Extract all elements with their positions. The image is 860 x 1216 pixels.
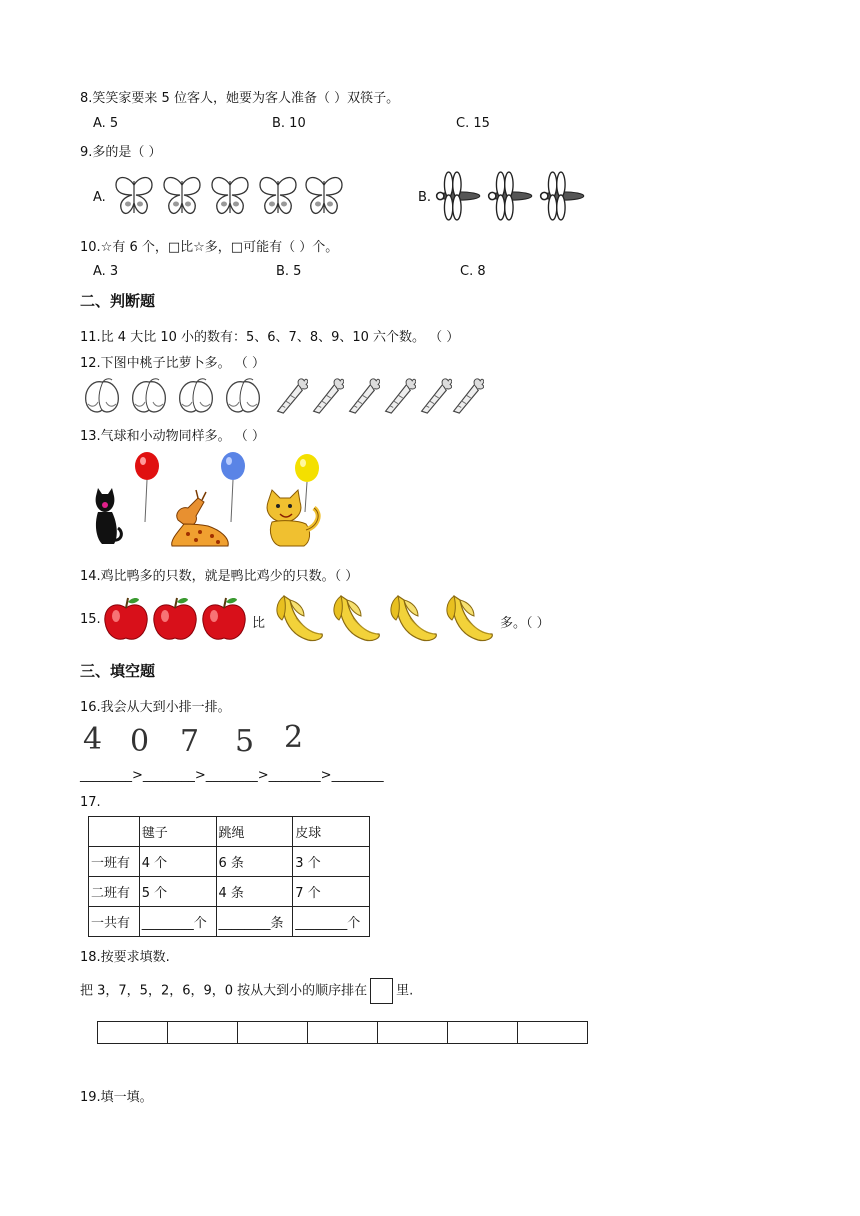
section-heading-judge: 二、判断题 — [80, 292, 156, 310]
table-row — [89, 877, 370, 907]
unit-label: 个 — [347, 916, 361, 931]
peach-carrot-row — [80, 375, 485, 417]
q8-option-a[interactable]: A. 5 — [93, 116, 119, 131]
answer-box[interactable] — [370, 978, 393, 1004]
total-fill-cell[interactable] — [139, 907, 216, 937]
balloon-icon — [135, 452, 159, 522]
q8-option-b[interactable]: B. 10 — [272, 116, 306, 131]
cat-icon — [96, 488, 122, 544]
table-header-row — [89, 817, 370, 847]
answer-cell[interactable] — [378, 1022, 448, 1043]
balloons-animals — [88, 450, 338, 552]
question-11: 11.比 4 大比 10 小的数有：5、6、7、8、9、10 六个数。 （ ） — [80, 330, 460, 345]
question-18-instruction — [80, 978, 413, 1004]
digit-card: 2 — [284, 720, 304, 755]
question-17: 17. — [80, 795, 101, 810]
equipment-table — [88, 816, 370, 937]
digit-card: 5 — [235, 724, 255, 759]
cat-icon — [267, 490, 318, 546]
q8-option-c[interactable]: C. 15 — [456, 116, 490, 131]
q9-option-b[interactable]: B. — [418, 190, 432, 205]
table-cell: 5 个 — [139, 877, 216, 907]
table-cell: 二班有 — [89, 877, 140, 907]
question-18: 18.按要求填数. — [80, 950, 170, 965]
unit-label: 个 — [193, 916, 207, 931]
carrot-icon — [278, 379, 484, 413]
table-total-row — [89, 907, 370, 937]
instruction-text-end: 里. — [396, 983, 414, 999]
answer-cell[interactable] — [238, 1022, 308, 1043]
fill-blank[interactable]: ________ — [295, 916, 348, 931]
digit-card: 7 — [180, 724, 200, 759]
question-14: 14.鸡比鸭多的只数，就是鸭比鸡少的只数。（ ） — [80, 569, 359, 584]
fill-blank[interactable]: ________ — [141, 916, 194, 931]
balloon-icon — [221, 452, 245, 522]
dragonfly-group — [434, 167, 589, 223]
answer-cell[interactable] — [448, 1022, 518, 1043]
apple-row — [102, 596, 250, 642]
table-header-cell — [89, 817, 140, 847]
ordering-blanks[interactable]: ________>________>________>________>________ — [80, 768, 384, 783]
question-13: 13.气球和小动物同样多。 （ ） — [80, 429, 265, 444]
dragonfly-icon — [434, 167, 589, 223]
fill-blank[interactable]: ________ — [218, 916, 271, 931]
deer-icon — [172, 490, 229, 546]
banana-row — [272, 593, 498, 645]
butterfly-icon — [110, 173, 346, 217]
table-header-cell: 皮球 — [293, 817, 370, 847]
butterfly-group — [110, 173, 346, 217]
question-16: 16.我会从大到小排一排。 — [80, 700, 231, 715]
total-fill-cell[interactable] — [293, 907, 370, 937]
table-cell: 4 个 — [139, 847, 216, 877]
answer-cell[interactable] — [168, 1022, 238, 1043]
q9-option-a[interactable]: A. — [93, 190, 106, 205]
balloon-animal-illustration — [88, 450, 338, 552]
table-header-cell: 跳绳 — [216, 817, 293, 847]
table-cell: 6 条 — [216, 847, 293, 877]
q10-option-c[interactable]: C. 8 — [460, 264, 486, 279]
total-fill-cell[interactable] — [216, 907, 293, 937]
table-cell: 4 条 — [216, 877, 293, 907]
table-cell: 一班有 — [89, 847, 140, 877]
digit-card: 4 — [83, 722, 103, 757]
question-10: 10.☆有 6 个，□比☆多，□可能有（ ）个。 — [80, 240, 339, 255]
unit-label: 条 — [270, 916, 284, 931]
table-cell: 7 个 — [293, 877, 370, 907]
table-cell: 3 个 — [293, 847, 370, 877]
peach-icon — [80, 375, 485, 417]
q10-option-a[interactable]: A. 3 — [93, 264, 119, 279]
question-15-compare: 比 — [252, 616, 266, 631]
instruction-text: 把 3，7，5，2，6，9，0 按从大到小的顺序排在 — [80, 983, 368, 999]
answer-cell[interactable] — [308, 1022, 378, 1043]
answer-cell[interactable] — [98, 1022, 168, 1043]
question-9: 9.多的是（ ） — [80, 145, 162, 160]
question-15-suffix: 多。（ ） — [500, 616, 550, 631]
table-header-cell: 毽子 — [139, 817, 216, 847]
apple-icon — [102, 596, 250, 642]
question-8: 8.笑笑家要来 5 位客人，她要为客人准备（ ）双筷子。 — [80, 91, 400, 106]
digit-card: 0 — [130, 724, 150, 759]
question-19: 19.填一填。 — [80, 1090, 153, 1105]
table-cell: 一共有 — [89, 907, 140, 937]
section-heading-fill: 三、填空题 — [80, 662, 156, 680]
question-15-prefix: 15. — [80, 612, 101, 627]
banana-icon — [272, 593, 498, 645]
answer-cell[interactable] — [518, 1022, 587, 1043]
question-12: 12.下图中桃子比萝卜多。 （ ） — [80, 356, 265, 371]
q10-option-b[interactable]: B. 5 — [276, 264, 302, 279]
answer-grid — [97, 1021, 588, 1044]
table-row — [89, 847, 370, 877]
